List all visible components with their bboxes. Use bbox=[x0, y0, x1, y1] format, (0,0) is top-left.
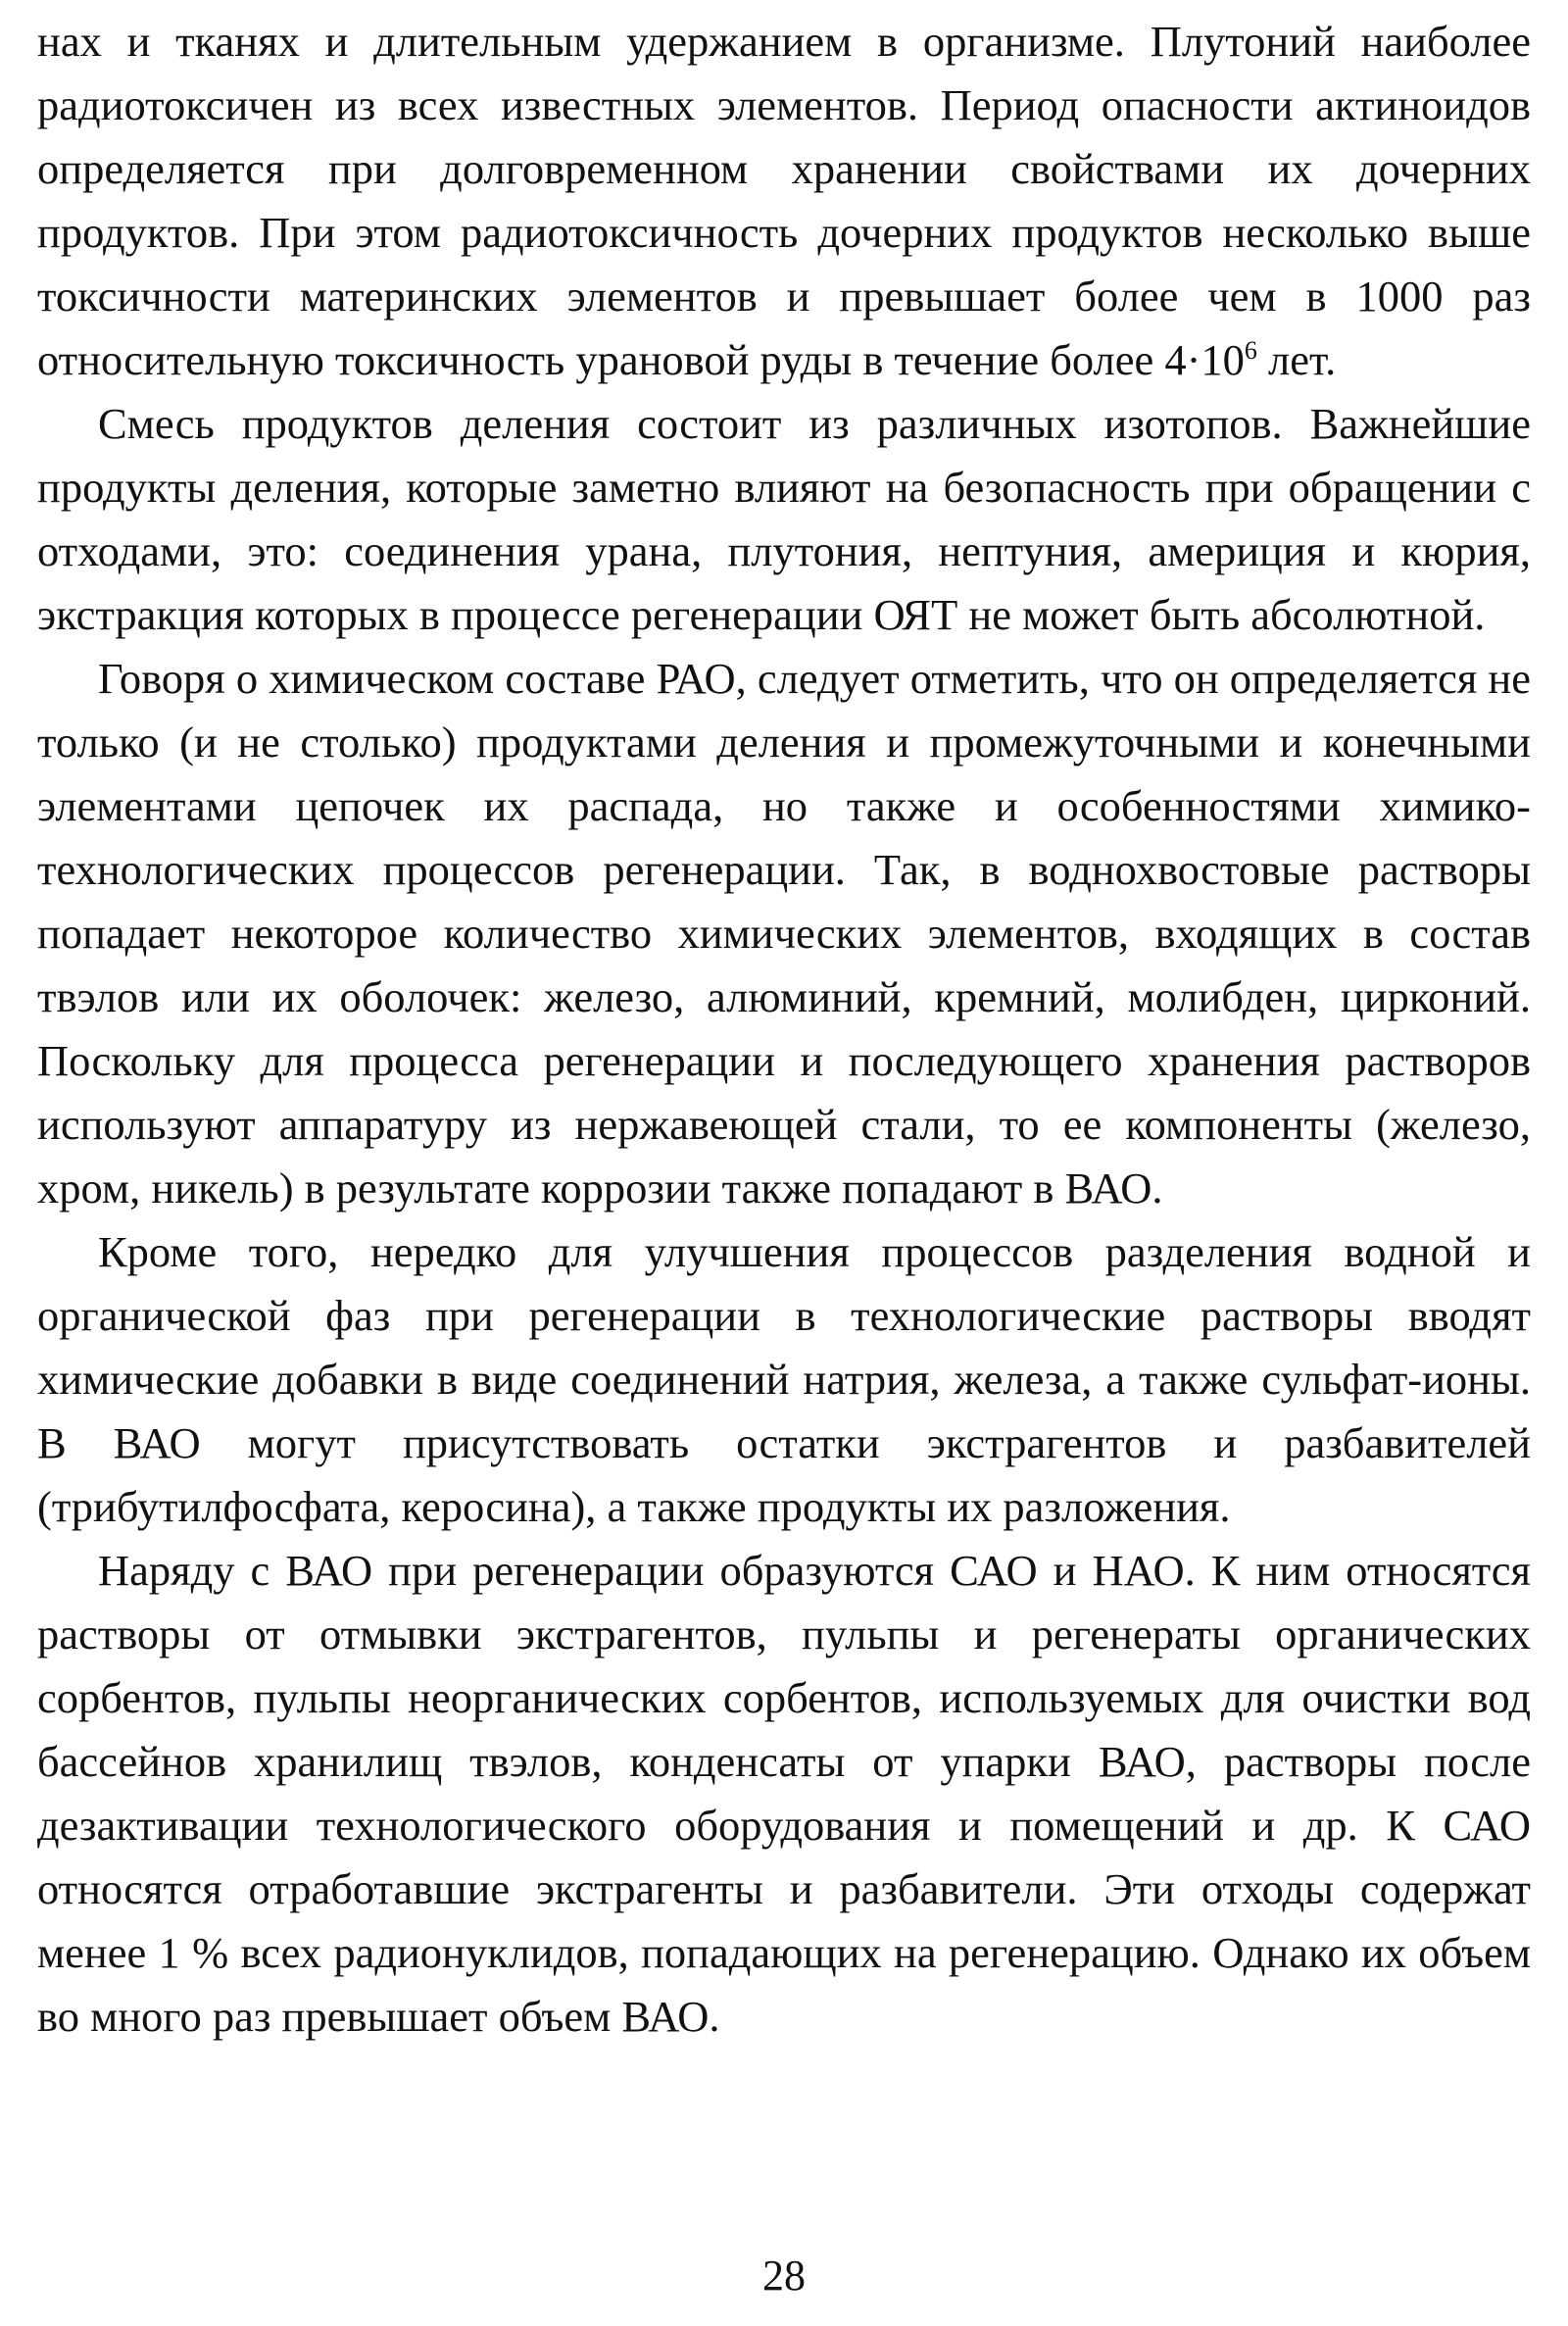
paragraph-3: Говоря о химическом составе РАО, следует отметить, что он определяется не только (и не столько) продуктами деления и промежуточными и конечными элементами цепочек их распада, но также и особенностями химико-технологических процессов регенерации. Так, в воднохвостовые растворы попадает некоторое количество химических элементов, входящих в состав твэлов или их оболочек: железо, алюминий, кремний, молибден, цирконий. Поскольку для процесса регенерации и последующего хранения растворов используют аппаратуру из нержавеющей стали, то ее компоненты (железо, хром, никель) в результате коррозии также попадают в ВАО. bbox=[37, 654, 1531, 1212]
paragraph-4: Кроме того, нередко для улучшения процессов разделения водной и органической фаз при регенерации в технологические растворы вводят химические добавки в виде соединений натрия, железа, а также сульфат-ионы. В ВАО могут присутствовать остатки экстрагентов и разбавителей (трибутилфосфата, керосина), а также продукты их разложения. bbox=[37, 1227, 1531, 1531]
paragraph-1-text: нах и тканях и длительным удержанием в организме. Плутоний наиболее радиотоксичен из всех известных элементов. Период опасности актиноидов определяется при долговременном хранении свойствами их дочерних продуктов. При этом радиотоксичность дочерних продуктов несколько выше токсичности материнских элементов и превышает более чем в 1000 раз относительную токсичность урановой руды в течение более 4·10 bbox=[37, 17, 1531, 384]
paragraph-5: Наряду с ВАО при регенерации образуются САО и НАО. К ним относятся растворы от отмывки экстрагентов, пульпы и регенераты органических сорбентов, пульпы неорганических сорбентов, используемых для очистки вод бассейнов хранилищ твэлов, конденсаты от упарки ВАО, растворы после дезактивации технологического оборудования и помещений и др. К САО относятся отработавшие экстрагенты и разбавители. Эти отходы содержат менее 1 % всех радионуклидов, попадающих на регенерацию. Однако их объем во много раз превышает объем ВАО. bbox=[37, 1546, 1531, 2041]
paragraph-1-tail: лет. bbox=[1256, 335, 1337, 384]
page-number: 28 bbox=[762, 2252, 806, 2300]
paragraph-1 bbox=[37, 10, 1531, 392]
document-page bbox=[37, 10, 1531, 2264]
superscript-exponent: 6 bbox=[1244, 336, 1257, 366]
paragraph-2: Смесь продуктов деления состоит из различных изотопов. Важнейшие продукты деления, которые заметно влияют на безопасность при обращении с отходами, это: соединения урана, плутония, нептуния, америция и кюрия, экстракция которых в процессе регенерации ОЯТ не может быть абсолютной. bbox=[37, 399, 1531, 639]
